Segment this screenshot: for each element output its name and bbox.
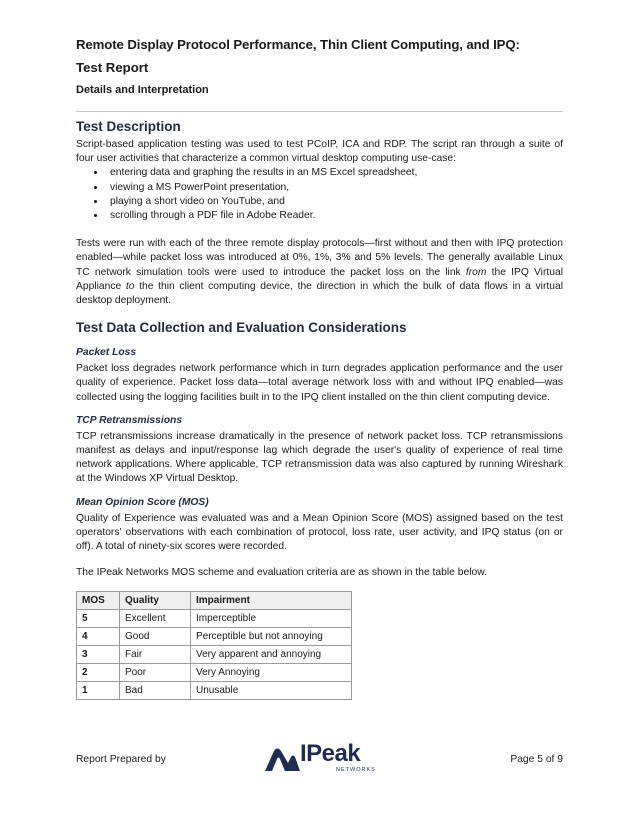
table-cell: 3 [77,646,120,664]
packet-loss-text: Packet loss degrades network performance which in turn degrades application performance and the user quality of experience. Packet loss data—total average network loss with and without IPQ enabled—was collected using the logging facilities built in to the IPQ client installed on the thin client computing device. [76,363,563,403]
test-description-paragraph [76,237,563,308]
table-header-cell: MOS [77,592,120,610]
table-cell: 2 [77,664,120,682]
table-cell: Imperceptible [191,610,352,628]
table-row [77,610,352,628]
table-cell: Very Annoying [191,664,352,682]
emphasis-text: from [465,266,487,278]
emphasis-text: to [125,280,135,292]
report-title: Remote Display Protocol Performance, Thin Client Computing, and IPQ: [76,37,520,52]
table-cell: Very apparent and annoying [191,646,352,664]
table-cell: 4 [77,628,120,646]
table-cell: Good [120,628,191,646]
main-content [76,119,563,700]
paragraph-text: Tests were run with each of the three remote display protocols—first without and then with IPQ protection enabled—while packet loss was introduced at 0%, 1%, 3% and 5% levels. The generally available Linux TC network simulation tools were used to introduce the packet loss on the link [76,238,563,278]
logo-text: IPeak [300,740,361,767]
list-item: • scrolling through a PDF file in Adobe Reader. [106,209,563,223]
table-intro: The IPeak Networks MOS scheme and evaluation criteria are as shown in the table below. [76,567,487,579]
test-description-intro: Script-based application testing was used to test PCoIP, ICA and RDP. The script ran through a suite of four user activities that characterize a common virtual desktop computing use-case: [76,139,563,165]
list-item: • playing a short video on YouTube, and [106,195,563,209]
table-row [77,628,352,646]
test-description-heading: Test Description [76,119,181,134]
table-cell: 5 [77,610,120,628]
report-section: Details and Interpretation [76,84,209,96]
list-item: • viewing a MS PowerPoint presentation, [106,181,563,195]
paragraph-text: the IPQ Virtual Appliance [76,266,563,292]
table-cell: Excellent [120,610,191,628]
table-cell: Fair [120,646,191,664]
activity-list [76,166,563,223]
paragraph-text: the thin client computing device, the direction in which the bulk of data flows in a virtual desktop deployment. [76,280,564,307]
logo-subtext: NETWORKS [336,767,376,773]
page-number: Page 5 of 9 [510,754,563,765]
packet-loss-heading: Packet Loss [76,347,137,359]
mos-text: Quality of Experience was evaluated was and a Mean Opinion Score (MOS) assigned based on the test operators' observations with each combination of protocol, loss rate, user activity, and IPQ status (on or off). A total of ninety-six scores were recorded. [76,512,563,553]
table-row [77,664,352,682]
header-divider [76,111,563,112]
data-collection-heading: Test Data Collection and Evaluation Considerations [76,320,407,336]
table-cell: Perceptible but not annoying [191,628,352,646]
tcp-retransmissions-text: TCP retransmissions increase dramatically in the presence of network packet loss. TCP retransmissions manifest as delays and input/response lag which degrade the user's quality of experience of real time network applications. Where applicable, TCP retransmission data was also captured by running Wireshark at the Windows XP Virtual Desktop. [76,430,563,485]
table-cell: Poor [120,664,191,682]
table-cell: Bad [120,682,191,700]
report-subtitle: Test Report [76,60,149,75]
footer-prepared-by: Report Prepared by [76,754,166,765]
table-header-cell: Quality [120,592,191,610]
table-cell: Unusable [191,682,352,700]
table-row [77,682,352,700]
table-header-cell: Impairment [191,592,352,610]
table-row [77,646,352,664]
table-header-row [77,592,352,610]
table-cell: 1 [77,682,120,700]
mos-table [76,591,352,700]
tcp-retransmissions-heading: TCP Retransmissions [76,414,183,426]
list-item: • entering data and graphing the results in an MS Excel spreadsheet, [106,166,563,180]
mos-heading: Mean Opinion Score (MOS) [76,496,209,508]
ipeak-logo [264,742,376,774]
mountain-logo-icon [264,743,304,773]
